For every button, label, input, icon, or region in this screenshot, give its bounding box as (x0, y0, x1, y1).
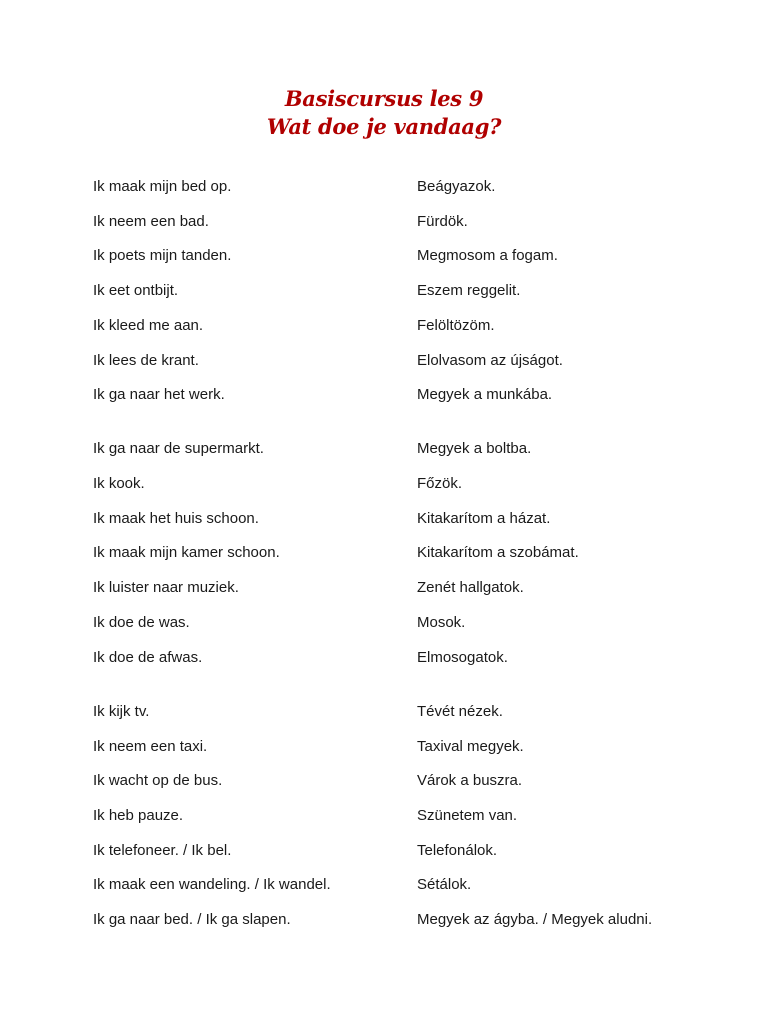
hungarian-phrase: Tévét nézek. (417, 703, 503, 720)
dutch-phrase: Ik neem een bad. (93, 213, 209, 230)
dutch-phrase: Ik ga naar het werk. (93, 386, 225, 403)
phrase-row (0, 700, 768, 724)
title-line-1: Basiscursus les 9 (284, 86, 484, 111)
dutch-phrase: Ik poets mijn tanden. (93, 247, 232, 264)
hungarian-phrase: Zenét hallgatok. (417, 579, 524, 596)
phrase-row (0, 541, 768, 565)
hungarian-phrase: Beágyazok. (417, 178, 496, 195)
title-line-2: Wat doe je vandaag? (266, 114, 502, 139)
phrase-row (0, 210, 768, 234)
phrase-row (0, 769, 768, 793)
hungarian-phrase: Mosok. (417, 614, 466, 631)
dutch-phrase: Ik ga naar bed. / Ik ga slapen. (93, 911, 291, 928)
phrase-row (0, 472, 768, 496)
dutch-phrase: Ik telefoneer. / Ik bel. (93, 842, 232, 859)
dutch-phrase: Ik kijk tv. (93, 703, 150, 720)
dutch-phrase: Ik lees de krant. (93, 352, 199, 369)
hungarian-phrase: Szünetem van. (417, 807, 518, 824)
hungarian-phrase: Várok a buszra. (417, 772, 523, 789)
hungarian-phrase: Taxival megyek. (417, 738, 524, 755)
phrase-row (0, 735, 768, 759)
dutch-phrase: Ik doe de afwas. (93, 649, 203, 666)
hungarian-phrase: Felöltözöm. (417, 317, 495, 334)
hungarian-phrase: Megmosom a fogam. (417, 247, 558, 264)
hungarian-phrase: Megyek a munkába. (417, 386, 553, 403)
phrase-row (0, 314, 768, 338)
hungarian-phrase: Eszem reggelit. (417, 282, 521, 299)
hungarian-phrase: Kitakarítom a szobámat. (417, 544, 579, 561)
dutch-phrase: Ik ga naar de supermarkt. (93, 440, 264, 457)
hungarian-phrase: Megyek az ágyba. / Megyek aludni. (417, 911, 653, 928)
dutch-phrase: Ik kleed me aan. (93, 317, 204, 334)
hungarian-phrase: Fürdök. (417, 213, 468, 230)
hungarian-phrase: Főzök. (417, 475, 463, 492)
phrase-row (0, 279, 768, 303)
dutch-phrase: Ik maak het huis schoon. (93, 510, 259, 527)
dutch-phrase: Ik kook. (93, 475, 145, 492)
dutch-phrase: Ik eet ontbijt. (93, 282, 179, 299)
phrase-row (0, 175, 768, 199)
dutch-phrase: Ik neem een taxi. (93, 738, 208, 755)
phrase-row (0, 244, 768, 268)
phrase-row (0, 873, 768, 897)
phrase-row (0, 908, 768, 932)
hungarian-phrase: Kitakarítom a házat. (417, 510, 551, 527)
dutch-phrase: Ik wacht op de bus. (93, 772, 223, 789)
phrase-row (0, 437, 768, 461)
phrase-row (0, 576, 768, 600)
dutch-phrase: Ik heb pauze. (93, 807, 184, 824)
phrase-row (0, 611, 768, 635)
dutch-phrase: Ik luister naar muziek. (93, 579, 239, 596)
phrase-row (0, 507, 768, 531)
phrase-row (0, 646, 768, 670)
phrase-row (0, 804, 768, 828)
hungarian-phrase: Sétálok. (417, 876, 472, 893)
dutch-phrase: Ik maak mijn bed op. (93, 178, 232, 195)
hungarian-phrase: Elmosogatok. (417, 649, 508, 666)
hungarian-phrase: Elolvasom az újságot. (417, 352, 563, 369)
hungarian-phrase: Telefonálok. (417, 842, 498, 859)
phrase-row (0, 839, 768, 863)
dutch-phrase: Ik maak mijn kamer schoon. (93, 544, 280, 561)
dutch-phrase: Ik maak een wandeling. / Ik wandel. (93, 876, 331, 893)
phrase-row (0, 349, 768, 373)
phrase-row (0, 383, 768, 407)
dutch-phrase: Ik doe de was. (93, 614, 190, 631)
hungarian-phrase: Megyek a boltba. (417, 440, 532, 457)
